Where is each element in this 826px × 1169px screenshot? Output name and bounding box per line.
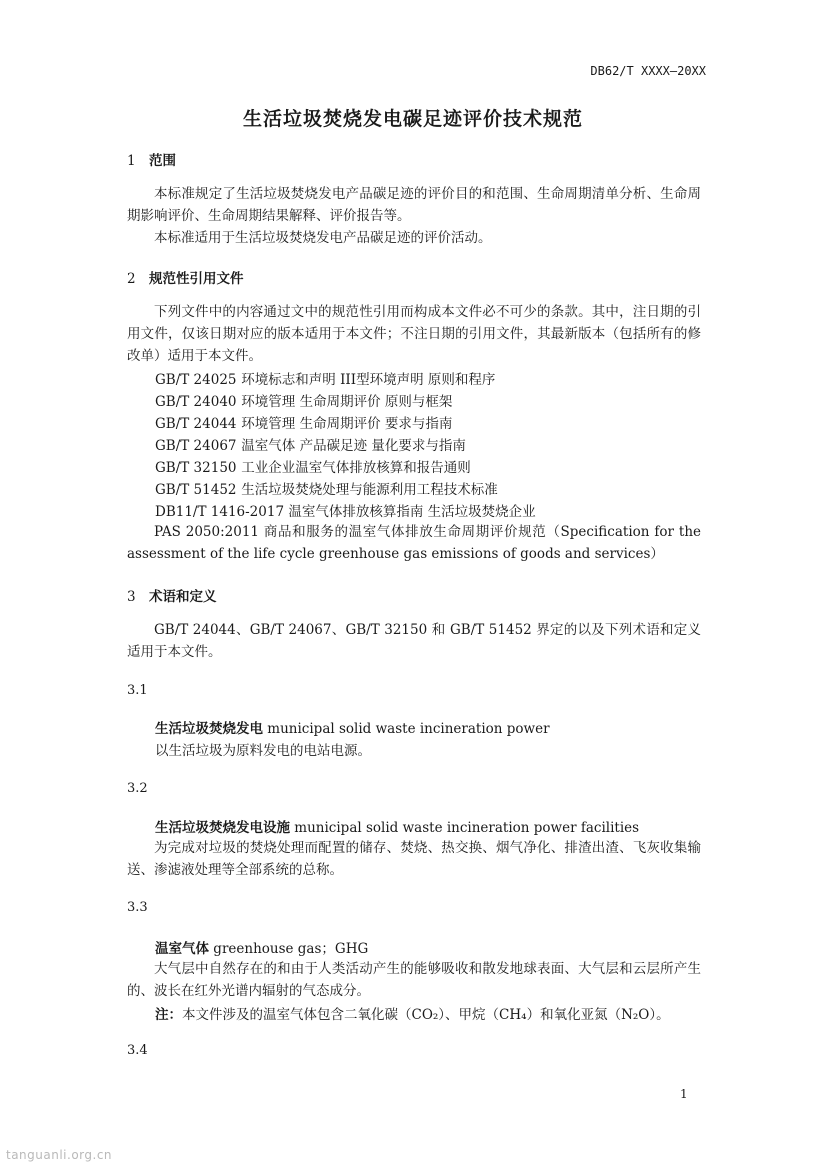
term-english: greenhouse gas；GHG [213, 941, 369, 957]
note-label: 注： [155, 1007, 182, 1023]
reference-code: GB/T 24025 [155, 372, 237, 388]
reference-name: 工业企业温室气体排放核算和报告通则 [241, 460, 471, 476]
page-title: 生活垃圾焚烧发电碳足迹评价技术规范 [242, 108, 583, 130]
reference-code: GB/T 24067 [155, 438, 237, 454]
reference-name: 环境管理 生命周期评价 原则与框架 [241, 394, 453, 410]
term-english: municipal solid waste incineration power facilities [294, 820, 640, 836]
term-entry [155, 717, 550, 737]
reference-code: GB/T 24040 [155, 394, 237, 410]
term-entry [155, 937, 368, 957]
watermark: tanguanli.org.cn [6, 1148, 113, 1162]
pas-reference: PAS 2050:2011 商品和服务的温室气体排放生命周期评价规范（Specification for the assessment of the life cycle greenhouse gas emissions of goods and services） [127, 524, 701, 562]
reference-item [155, 456, 471, 476]
note-text: 本文件涉及的温室气体包含二氧化碳（CO₂）、甲烷（CH₄）和氧化亚氮（N₂O）。 [182, 1007, 670, 1023]
term-english: municipal solid waste incineration power [267, 721, 550, 737]
term-name: 生活垃圾焚烧发电 [155, 721, 263, 737]
section-1-paragraph-2: 本标准适用于生活垃圾焚烧发电产品碳足迹的评价活动。 [154, 230, 492, 246]
page-number: 1 [680, 1087, 688, 1101]
reference-code: GB/T 32150 [155, 460, 237, 476]
term-definition: 以生活垃圾为原料发电的电站电源。 [155, 743, 371, 759]
section-number: 3 [127, 589, 136, 605]
reference-item [155, 390, 452, 410]
reference-item [155, 368, 495, 388]
section-3-heading [127, 585, 217, 605]
reference-item [155, 478, 498, 498]
section-3-intro: GB/T 24044、GB/T 24067、GB/T 32150 和 GB/T 51452 界定的以及下列术语和定义适用于本文件。 [127, 622, 701, 660]
reference-code: GB/T 24044 [155, 416, 237, 432]
reference-item [155, 434, 466, 454]
reference-code: DB11/T 1416-2017 [155, 504, 285, 520]
section-number: 1 [127, 153, 136, 169]
term-definition: 大气层中自然存在的和由于人类活动产生的能够吸收和散发地球表面、大气层和云层所产生的、波长在红外光谱内辐射的气态成分。 [127, 961, 701, 999]
clause-number: 3.2 [127, 781, 148, 796]
reference-name: 环境管理 生命周期评价 要求与指南 [241, 416, 453, 432]
reference-name: 温室气体 产品碳足迹 量化要求与指南 [241, 438, 466, 454]
section-2-heading [127, 267, 244, 287]
term-note [155, 1003, 670, 1023]
section-1-heading [127, 149, 176, 169]
standard-code: DB62/T XXXX—20XX [590, 64, 706, 78]
term-name: 生活垃圾焚烧发电设施 [155, 820, 290, 836]
section-title: 范围 [149, 153, 176, 169]
reference-name: 生活垃圾焚烧处理与能源利用工程技术标准 [241, 482, 498, 498]
section-1-paragraph-1: 本标准规定了生活垃圾焚烧发电产品碳足迹的评价目的和范围、生命周期清单分析、生命周期影响评价、生命周期结果解释、评价报告等。 [127, 186, 701, 224]
reference-name: 温室气体排放核算指南 生活垃圾焚烧企业 [288, 504, 536, 520]
reference-item [155, 500, 536, 520]
reference-name: 环境标志和声明 III型环境声明 原则和程序 [241, 372, 496, 388]
term-entry [155, 816, 639, 836]
clause-number: 3.4 [127, 1043, 148, 1058]
section-title: 术语和定义 [149, 589, 217, 605]
clause-number: 3.3 [127, 900, 148, 915]
clause-number: 3.1 [127, 683, 148, 698]
term-definition: 为完成对垃圾的焚烧处理而配置的储存、焚烧、热交换、烟气净化、排渣出渣、飞灰收集输送、渗滤液处理等全部系统的总称。 [127, 840, 701, 878]
term-name: 温室气体 [155, 941, 209, 957]
reference-item [155, 412, 452, 432]
section-2-intro: 下列文件中的内容通过文中的规范性引用而构成本文件必不可少的条款。其中，注日期的引用文件，仅该日期对应的版本适用于本文件；不注日期的引用文件，其最新版本（包括所有的修改单）适用于本文件。 [127, 304, 701, 364]
section-number: 2 [127, 271, 136, 287]
reference-code: GB/T 51452 [155, 482, 237, 498]
section-title: 规范性引用文件 [149, 271, 244, 287]
